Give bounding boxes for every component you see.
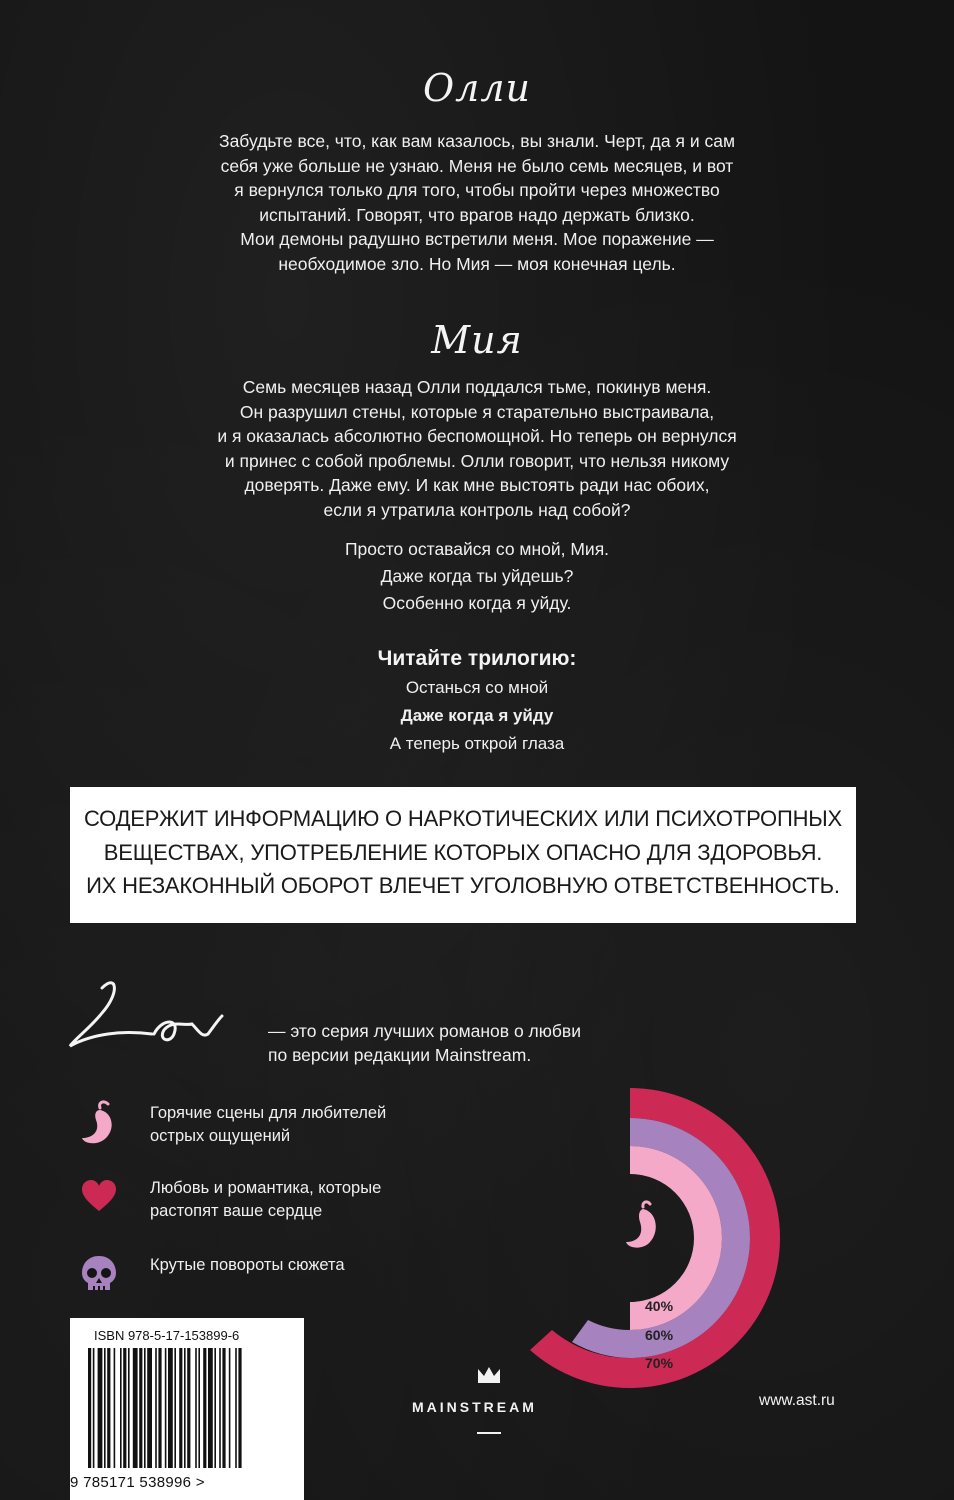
barcode-bar <box>98 1348 103 1468</box>
rating-label-70: 70% <box>645 1355 674 1371</box>
mia-paragraph: Семь месяцев назад Олли поддался тьме, покинув меня. Он разрушил стены, которые я старательно выстраивала, и я оказалась абсолютно беспомощной. Но теперь он вернулся и принес с собой проблемы. Олли говорит, что нельзя никому доверять. Даже ему. И как мне выстоять ради нас обоих, если я утратила контроль над собой? <box>217 377 737 520</box>
barcode-bar <box>195 1348 197 1468</box>
barcode-bar <box>238 1348 241 1468</box>
barcode-bar <box>179 1348 182 1468</box>
website: www.ast.ru <box>759 1392 835 1409</box>
pepper-icon <box>78 1098 126 1148</box>
isbn-number: ISBN 978-5-17-153899-6 <box>94 1328 240 1343</box>
series-book-2: Даже когда я уйду <box>400 706 554 725</box>
barcode-bar <box>168 1348 173 1468</box>
barcode-bar <box>214 1348 216 1468</box>
rating-label-40: 40% <box>645 1298 674 1314</box>
crown-icon <box>477 1366 501 1384</box>
chart-pepper-icon <box>626 1202 656 1248</box>
tagline-1: Просто оставайся со мной, Мия. <box>344 539 610 559</box>
barcode-bar <box>229 1348 231 1468</box>
barcode-bar <box>88 1348 91 1468</box>
lov-logo <box>62 968 252 1058</box>
tagline-3: Особенно когда я уйду. <box>382 593 572 613</box>
skull-icon <box>80 1254 118 1294</box>
lov-description: — это серия лучших романов о любви по версии редакции Mainstream. <box>268 1021 581 1065</box>
series-heading: Читайте трилогию: <box>377 647 577 670</box>
barcode-bar <box>104 1348 106 1468</box>
barcode-bar <box>155 1348 157 1468</box>
barcode-bar <box>165 1348 167 1468</box>
barcode-bar <box>123 1348 126 1468</box>
barcode-bar <box>198 1348 200 1468</box>
barcode-bar <box>184 1348 186 1468</box>
barcode-bar <box>120 1348 122 1468</box>
barcode-bar <box>107 1348 110 1468</box>
barcode-bar <box>93 1348 95 1468</box>
barcode-digits: 9 785171 538996 > <box>70 1474 205 1491</box>
tagline-2: Даже когда ты уйдешь? <box>380 566 574 586</box>
barcode-bar <box>208 1348 213 1468</box>
publisher-name: MAINSTREAM <box>412 1399 537 1415</box>
warning-line-3: ИХ НЕЗАКОННЫЙ ОБОРОТ ВЛЕЧЕТ УГОЛОВНУЮ ОТВЕТСТВЕННОСТЬ. <box>86 873 840 898</box>
olli-paragraph: Забудьте все, что, как вам казалось, вы знали. Черт, да я и сам себя уже больше не узнаю. Меня не было семь месяцев, и вот я вернулся только для того, чтобы пройти через множество испытаний. Говорят, что врагов надо держать близко. Мои демоны радушно встретили меня. Мое поражение — необходимое зло. Но Мия — моя конечная цель. <box>219 131 735 274</box>
barcode-bar <box>147 1348 152 1468</box>
warning-line-2: ВЕЩЕСТВАХ, УПОТРЕБЛЕНИЕ КОТОРЫХ ОПАСНО ДЛЯ ЗДОРОВЬЯ. <box>103 839 823 865</box>
barcode-bar <box>235 1348 237 1468</box>
barcode-panel <box>70 1318 304 1500</box>
barcode-bar <box>158 1348 161 1468</box>
heart-icon <box>82 1180 118 1214</box>
barcode-bar <box>203 1348 206 1468</box>
barcode-bar <box>219 1348 221 1468</box>
series-book-3: А теперь открой глаза <box>389 734 565 753</box>
series-book-1: Останься со мной <box>405 678 549 697</box>
barcode-bar <box>174 1348 176 1468</box>
warning-line-1: СОДЕРЖИТ ИНФОРМАЦИЮ О НАРКОТИЧЕСКИХ ИЛИ ПСИХОТРОПНЫХ <box>83 806 843 831</box>
barcode-bar <box>133 1348 138 1468</box>
olli-name: Олли <box>422 66 532 110</box>
mia-name: Мия <box>431 318 523 362</box>
barcode-bar <box>128 1348 130 1468</box>
barcode-bar <box>114 1348 116 1468</box>
feature-pepper: Горячие сцены для любителей острых ощущений <box>78 1098 126 1153</box>
barcode-bar <box>222 1348 225 1468</box>
barcode-bar <box>139 1348 142 1468</box>
feature-skull: Крутые повороты сюжета <box>80 1254 118 1299</box>
barcode <box>88 1348 288 1470</box>
publisher-underline <box>477 1432 501 1434</box>
drug-warning-box <box>70 787 856 923</box>
rating-chart <box>500 1080 830 1390</box>
barcode-bar <box>187 1348 190 1468</box>
barcode-bar <box>144 1348 146 1468</box>
rating-label-60: 60% <box>645 1327 674 1343</box>
feature-heart: Любовь и романтика, которые растопят ваше сердце <box>82 1180 118 1219</box>
